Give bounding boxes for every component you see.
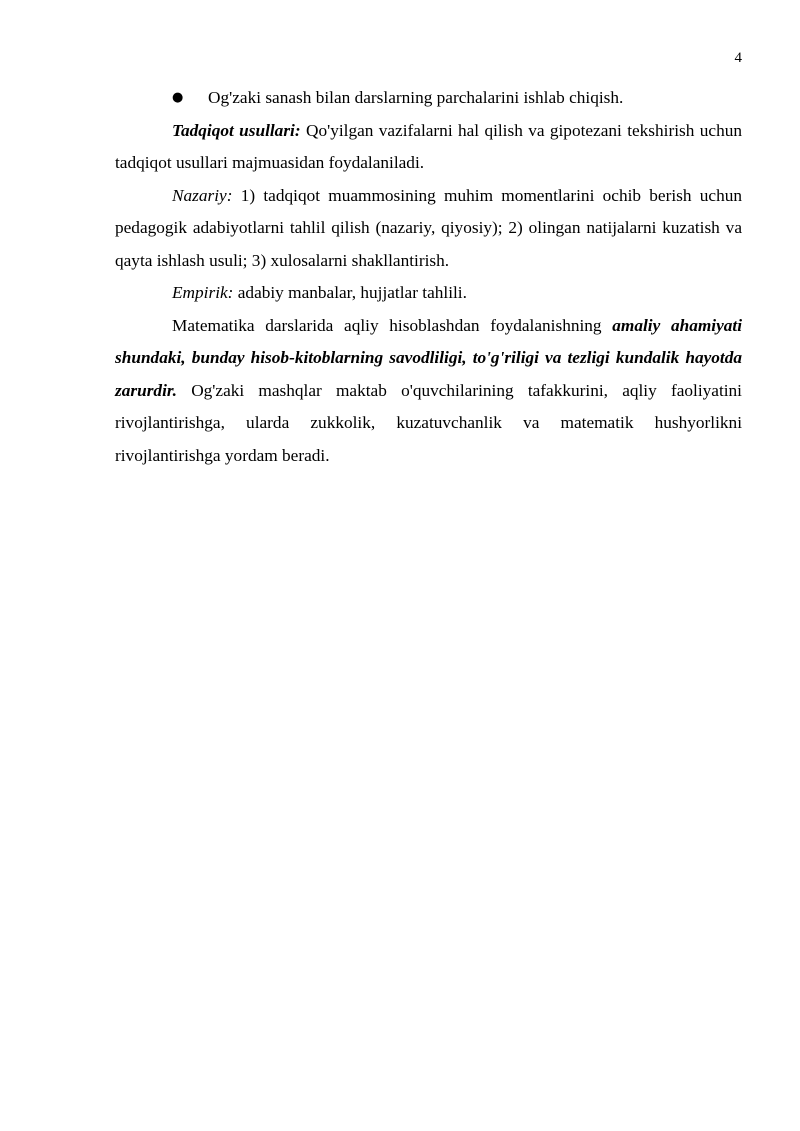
paragraph-theoretical bbox=[115, 180, 742, 278]
list-item bbox=[115, 82, 742, 115]
theoretical-label: Nazariy: bbox=[172, 185, 233, 205]
research-methods-label: Tadqiqot usullari: bbox=[172, 120, 301, 140]
paragraph-empirical bbox=[115, 277, 742, 310]
practical-emphasis-text: amaliy ahamiyati shundaki, bunday hisob-kitoblarning savodliligi, to'g'riligi va tezligi kundalik hayotda zarurdir. bbox=[115, 315, 743, 400]
empirical-text: adabiy manbalar, hujjatlar tahlili. bbox=[233, 283, 467, 302]
empirical-label: Empirik: bbox=[172, 283, 234, 302]
research-methods-text: Qo'yilgan vazifalarni hal qilish va gipotezani tekshirish uchun tadqiqot usullari majmuasidan foydalaniladi. bbox=[115, 120, 742, 172]
paragraph-practical-importance bbox=[115, 310, 742, 473]
bullet-icon: ● bbox=[172, 90, 184, 105]
practical-rest-text: Og'zaki mashqlar maktab o'quvchilarining tafakkurini, aqliy faoliyatini rivojlantirishga, ularda zukkolik, kuzatuvchanlik va matematik hushyorlikni rivojlantirishga yordam beradi. bbox=[115, 380, 742, 465]
document-body bbox=[115, 82, 742, 472]
paragraph-research-methods bbox=[115, 115, 742, 180]
theoretical-text: 1) tadqiqot muammosining muhim momentlarini ochib berish uchun pedagogik adabiyotlarni tahlil qilish (nazariy, qiyosiy); 2) olingan natijalarni kuzatish va qayta ishlash usuli; 3) xulosalarni shakllantirish. bbox=[115, 185, 742, 270]
practical-intro-text: Matematika darslarida aqliy hisoblashdan foydalanishning bbox=[172, 315, 613, 335]
list-item-text: Og'zaki sanash bilan darslarning parchalarini ishlab chiqish. bbox=[208, 88, 624, 107]
page-number: 4 bbox=[734, 50, 742, 66]
